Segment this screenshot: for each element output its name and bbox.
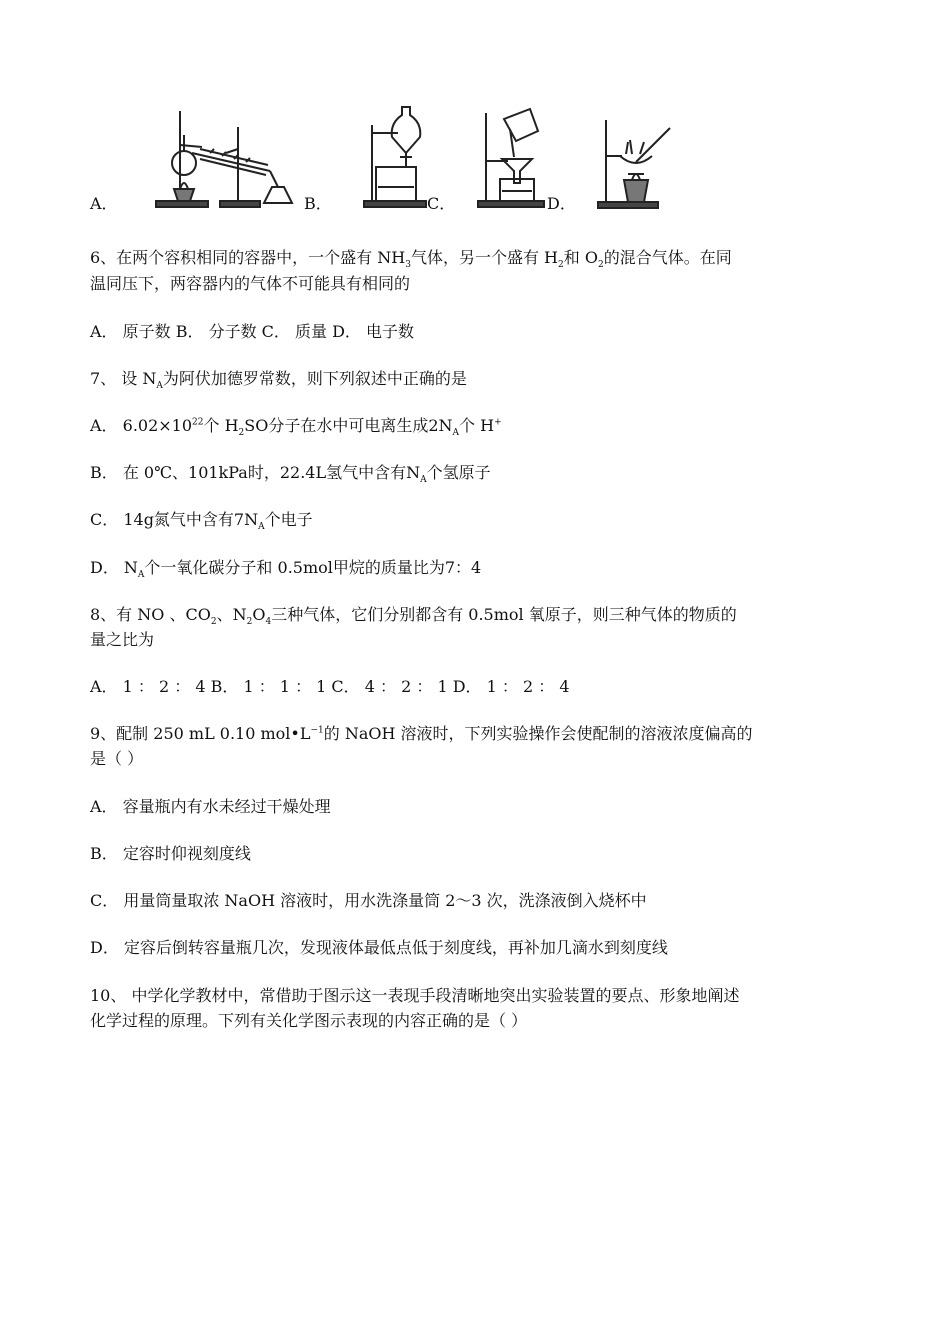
q8-stem-line1: 8、有 NO 、$CO_2$、$N_2O_4$三种气体，它们分别都含有 0.5mol 氧原子，则三种气体的物质的 <box>90 605 737 628</box>
q6-options: A． 原子数 B． 分子数 C． 质量 D． 电子数 <box>90 322 414 341</box>
separatory-funnel-figure <box>362 105 430 210</box>
filtration-figure <box>476 105 548 210</box>
option-a-label: A． <box>90 194 118 213</box>
q7-option-c: C． 14g氮气中含有$7N_A$个电子 <box>90 510 313 533</box>
evaporation-figure <box>596 118 676 210</box>
q9-option-a: A． 容量瓶内有水未经过干燥处理 <box>90 797 331 816</box>
q6-stem-line1: 6、在两个容积相同的容器中，一个盛有 $NH_3$气体，另一个盛有 $H_2$和 $O_2$的混合气体。在同 <box>90 248 732 271</box>
option-c-label: C． <box>427 194 456 213</box>
option-d-label: D． <box>547 194 576 213</box>
q7-option-a: A． $6.02\times 10^{22}$个 $H_2SO$分子在水中可电离生成$2N_A$个 H+ <box>90 416 502 439</box>
q9-option-d: D． 定容后倒转容量瓶几次，发现液体最低点低于刻度线，再补加几滴水到刻度线 <box>90 938 668 957</box>
q8-options: A． 1 ： 2 ： 4 B． 1 ： 1 ： 1 C． 4 ： 2 ： 1 D． 1 ： 2 ： 4 <box>90 677 570 696</box>
q9-stem-line2: 是（ ） <box>90 749 144 768</box>
q8-stem-line2: 量之比为 <box>90 630 155 649</box>
q7-option-b: B． 在 0℃、101kPa时，22.4L氢气中含有$N_A$个氢原子 <box>90 463 491 486</box>
distillation-apparatus-figure <box>150 105 300 210</box>
q7-option-d: D． $N_A$个一氧化碳分子和 0.5mol甲烷的质量比为7：4 <box>90 558 482 581</box>
q10-stem-line1: 10、 中学化学教材中，常借助于图示这一表现手段清晰地突出实验装置的要点、形象地阐述 <box>90 986 740 1005</box>
q9-option-b: B． 定容时仰视刻度线 <box>90 844 251 863</box>
q7-stem: 7、 设 $N_A$为阿伏加德罗常数，则下列叙述中正确的是 <box>90 369 467 392</box>
q9-option-c: C． 用量筒量取浓 NaOH 溶液时，用水洗涤量筒 2～3 次，洗涤液倒入烧杯中 <box>90 891 647 910</box>
q10-stem-line2: 化学过程的原理。下列有关化学图示表现的内容正确的是（ ） <box>90 1011 528 1030</box>
q6-stem-line2: 温同压下，两容器内的气体不可能具有相同的 <box>90 274 411 293</box>
q9-stem-line1: 9、配制 250 mL 0.10 $mol•L^{-1}$的 NaOH 溶液时，下列实验操作会使配制的溶液浓度偏高的 <box>90 724 753 743</box>
option-b-label: B． <box>304 194 332 213</box>
